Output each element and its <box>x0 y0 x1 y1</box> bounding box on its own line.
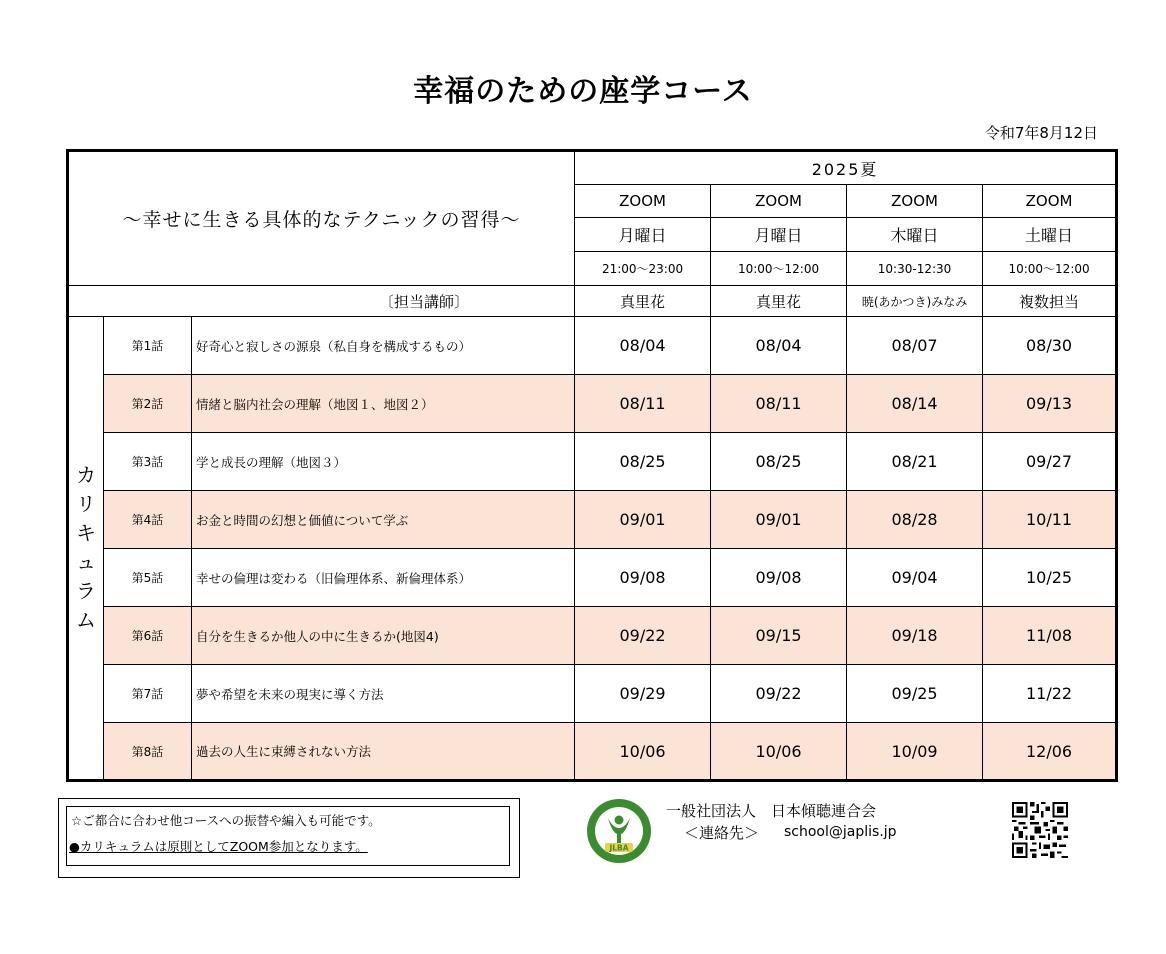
episode-number: 第7話 <box>104 665 192 723</box>
episode-title: お金と時間の幻想と価値について学ぶ <box>192 491 575 549</box>
time-cell: 10:30-12:30 <box>847 252 983 286</box>
date-cell: 09/22 <box>711 665 847 723</box>
episode-row <box>68 723 1117 781</box>
date-cell: 11/08 <box>983 607 1117 665</box>
episode-title: 情緒と脳内社会の理解（地図１、地図２） <box>192 375 575 433</box>
notes-box <box>58 798 520 878</box>
lecturer-cell: 真里花 <box>711 286 847 317</box>
weekday-cell: 月曜日 <box>711 218 847 252</box>
organization-name: 一般社団法人 日本傾聴連合会 <box>666 802 877 820</box>
curriculum-label: カ リ キ ュ ラ ム <box>68 317 104 781</box>
date-cell: 09/08 <box>575 549 711 607</box>
date-cell: 08/04 <box>575 317 711 375</box>
date-cell: 08/07 <box>847 317 983 375</box>
zoom-note: ●カリキュラムは原則としてZOOM参加となります。 <box>69 839 368 854</box>
episode-number: 第1話 <box>104 317 192 375</box>
schedule-table <box>66 149 1118 782</box>
episode-title: 好奇心と寂しさの源泉（私自身を構成するもの） <box>192 317 575 375</box>
mode-cell: ZOOM <box>575 185 711 218</box>
date-cell: 08/28 <box>847 491 983 549</box>
episode-title: 幸せの倫理は変わる（旧倫理体系、新倫理体系） <box>192 549 575 607</box>
date-cell: 08/14 <box>847 375 983 433</box>
date-cell: 08/04 <box>711 317 847 375</box>
episode-title: 学と成長の理解（地図３） <box>192 433 575 491</box>
time-cell: 10:00～12:00 <box>711 252 847 286</box>
page-title: 幸福のための座学コース <box>413 74 753 109</box>
organization-logo <box>586 798 652 864</box>
episode-number: 第6話 <box>104 607 192 665</box>
time-cell: 10:00～12:00 <box>983 252 1117 286</box>
date-cell: 09/08 <box>711 549 847 607</box>
episode-number: 第5話 <box>104 549 192 607</box>
lecturer-cell: 暁(あかつき)みなみ <box>847 286 983 317</box>
episode-row <box>68 433 1117 491</box>
episode-number: 第8話 <box>104 723 192 781</box>
weekday-cell: 木曜日 <box>847 218 983 252</box>
date-cell: 08/30 <box>983 317 1117 375</box>
episode-title: 過去の人生に束縛されない方法 <box>192 723 575 781</box>
date-cell: 09/25 <box>847 665 983 723</box>
date-cell: 10/25 <box>983 549 1117 607</box>
weekday-cell: 土曜日 <box>983 218 1117 252</box>
issue-date: 令和7年8月12日 <box>984 124 1098 142</box>
date-cell: 10/11 <box>983 491 1117 549</box>
episode-row <box>68 549 1117 607</box>
qr-code <box>1012 802 1068 858</box>
date-cell: 08/21 <box>847 433 983 491</box>
episode-title: 夢や希望を未来の現実に導く方法 <box>192 665 575 723</box>
time-cell: 21:00～23:00 <box>575 252 711 286</box>
date-cell: 09/22 <box>575 607 711 665</box>
episode-row <box>68 607 1117 665</box>
episode-row <box>68 375 1117 433</box>
lecturer-cell: 複数担当 <box>983 286 1117 317</box>
contact-email: school@japlis.jp <box>784 824 897 840</box>
date-cell: 09/01 <box>711 491 847 549</box>
date-cell: 09/01 <box>575 491 711 549</box>
mode-cell: ZOOM <box>711 185 847 218</box>
date-cell: 12/06 <box>983 723 1117 781</box>
date-cell: 09/27 <box>983 433 1117 491</box>
date-cell: 08/11 <box>575 375 711 433</box>
date-cell: 11/22 <box>983 665 1117 723</box>
episode-row <box>68 665 1117 723</box>
date-cell: 09/15 <box>711 607 847 665</box>
date-cell: 08/11 <box>711 375 847 433</box>
svg-text:JLBA: JLBA <box>609 843 629 853</box>
episode-number: 第2話 <box>104 375 192 433</box>
date-cell: 09/13 <box>983 375 1117 433</box>
episode-title: 自分を生きるか他人の中に生きるか(地図4) <box>192 607 575 665</box>
transfer-note: ☆ご都合に合わせ他コースへの振替や編入も可能です。 <box>71 813 381 828</box>
lecturer-cell: 真里花 <box>575 286 711 317</box>
weekday-cell: 月曜日 <box>575 218 711 252</box>
date-cell: 08/25 <box>711 433 847 491</box>
date-cell: 10/09 <box>847 723 983 781</box>
date-cell: 10/06 <box>711 723 847 781</box>
episode-number: 第4話 <box>104 491 192 549</box>
episode-row <box>68 491 1117 549</box>
mode-cell: ZOOM <box>847 185 983 218</box>
season-header: 2025夏 <box>575 151 1117 185</box>
episode-row <box>68 317 1117 375</box>
date-cell: 09/18 <box>847 607 983 665</box>
date-cell: 09/29 <box>575 665 711 723</box>
course-subtitle: ～幸せに生きる具体的なテクニックの習得～ <box>68 151 575 286</box>
date-cell: 09/04 <box>847 549 983 607</box>
lecturer-label: 〔担当講師〕 <box>68 286 575 317</box>
episode-number: 第3話 <box>104 433 192 491</box>
contact-label: ＜連絡先＞ <box>684 824 760 842</box>
mode-cell: ZOOM <box>983 185 1117 218</box>
date-cell: 10/06 <box>575 723 711 781</box>
date-cell: 08/25 <box>575 433 711 491</box>
